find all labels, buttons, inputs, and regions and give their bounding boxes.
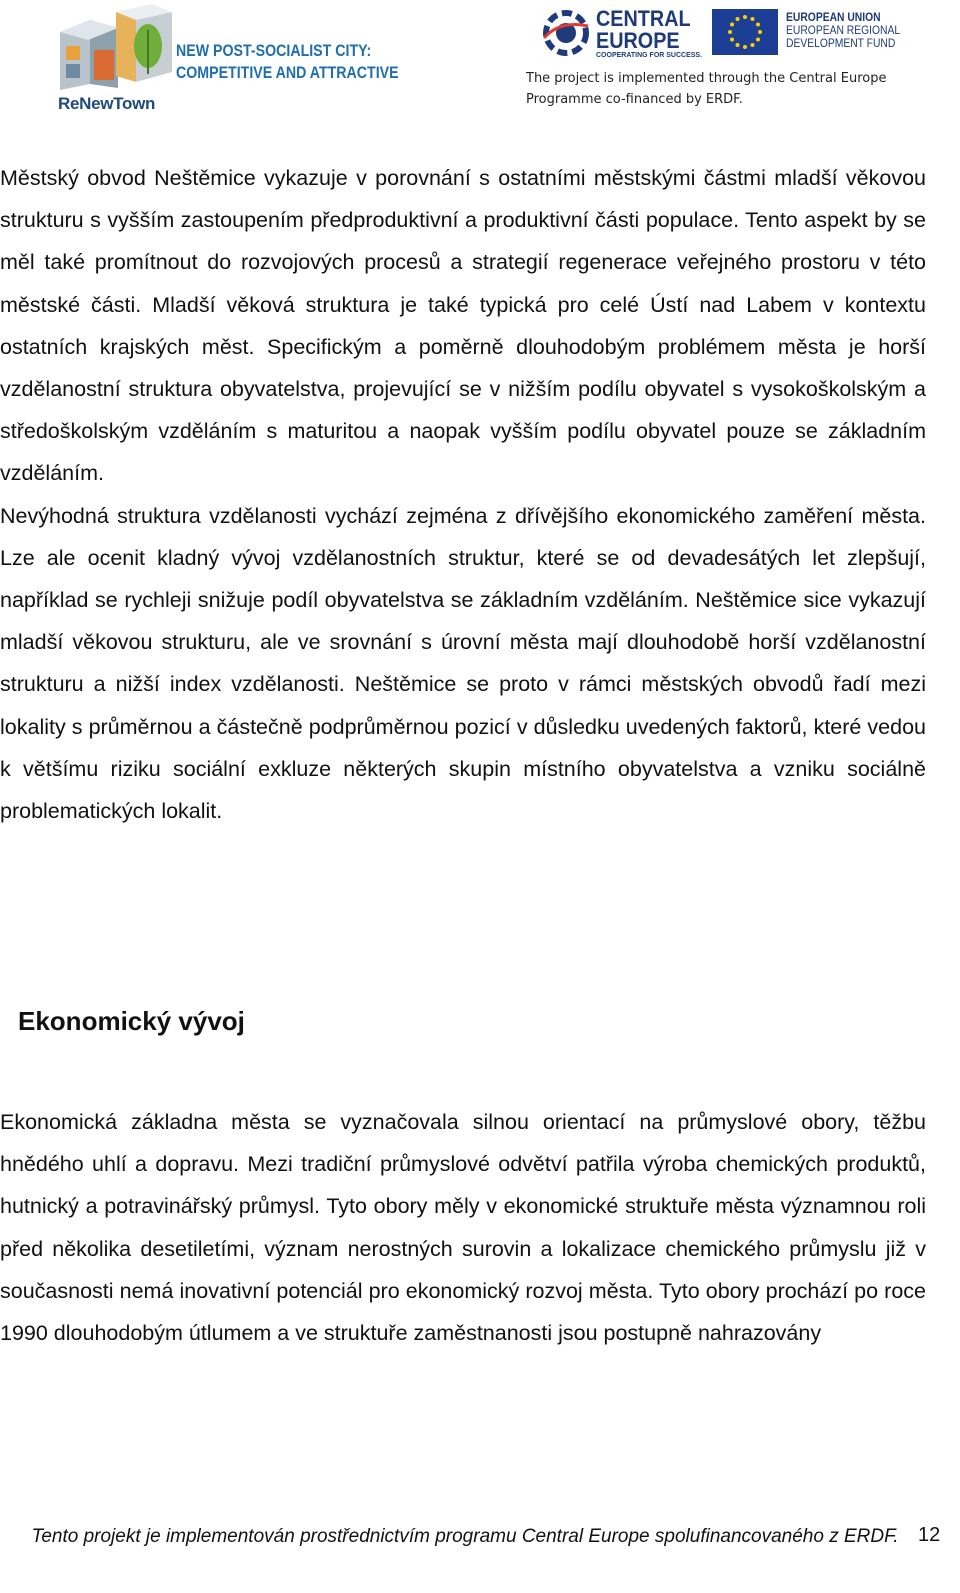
project-title-line2: COMPETITIVE AND ATTRACTIVE: [176, 64, 399, 82]
eu-star: [743, 15, 747, 19]
page-footer: [0, 1518, 960, 1593]
eu-star: [756, 38, 760, 42]
footer-text: Tento projekt je implementován prostřednictvím programu Central Europe spolufinancovaného z ERDF.: [31, 1526, 899, 1547]
central-europe-line1: CENTRAL: [596, 6, 691, 31]
central-europe-logo: [540, 6, 703, 59]
section-heading: Ekonomický vývoj: [18, 1006, 245, 1036]
page-header: [0, 0, 960, 120]
paragraph-education: Nevýhodná struktura vzdělanosti vychází zejména z dřívějšího ekonomického zaměření města. Lze ale ocenit kladný vývoj vzdělanostních struktur, které se od devadesátých let zlepšují, například se rychleji snižuje podíl obyvatelstva se základním vzděláním. Neštěmice sice vykazují mladší věkovou strukturu, ale ve srovnání s úrovní města mají dlouhodobě horší vzdělanostní strukturu a nižší index vzdělanosti. Neštěmice se proto v rámci městských obvodů řadí mezi lokality s průměrnou a částečně podprůměrnou pozicí v důsledku uvedených faktorů, které vedou k většímu riziku sociální exkluze některých skupin místního obyvatelstva a vzniku sociálně problematických lokalit.: [0, 503, 926, 824]
project-title-line1: NEW POST-SOCIALIST CITY:: [176, 42, 372, 60]
eu-line2: EUROPEAN REGIONAL: [786, 23, 901, 37]
page-number: 12: [918, 1524, 941, 1546]
central-europe-line2: EUROPE: [596, 28, 680, 53]
paragraph-economy: Ekonomická základna města se vyznačovala silnou orientací na průmyslové obory, těžbu hnědého uhlí a dopravu. Mezi tradiční průmyslové odvětví patřila výroba chemických produktů, hutnický a potravinářský průmysl. Tyto obory měly v ekonomické struktuře města významnou roli před několika desetiletími, význam nerostných surovin a lokalizace chemického průmyslu již v současnosti nemá inovativní potenciál pro ekonomický rozvoj města. Tyto obory prochází po roce 1990 dlouhodobým útlumem a ve struktuře zaměstnanosti jsou postupně nahrazovány: [0, 1110, 926, 1346]
building-leaf-logo-icon: [56, 2, 174, 92]
eu-logo-text: [786, 11, 900, 50]
central-europe-globe-icon: [540, 8, 592, 58]
central-europe-tagline: COOPERATING FOR SUCCESS.: [596, 52, 703, 59]
eu-star: [758, 30, 762, 34]
body-section-2: [0, 1101, 926, 1354]
renewtown-logo: [56, 2, 399, 114]
paragraph-population: Městský obvod Neštěmice vykazuje v porovnání s ostatními městskými částmi mladší věkovou strukturu s vyšším zastoupením předproduktivní a produktivní části populace. Tento aspekt by se měl také promítnout do rozvojových procesů a strategií regenerace veřejného prostoru v této městské části. Mladší věková struktura je také typická pro celé Ústí nad Labem v kontextu ostatních krajských měst. Specifickým a poměrně dlouhodobým problémem města je horší vzdělanostní struktura obyvatelstva, projevující se v nižším podílu obyvatel s vysokoškolským a středoškolským vzděláním s maturitou a naopak vyšším podílu obyvatel pouze se základním vzděláním.: [0, 166, 926, 486]
eu-star: [728, 30, 732, 34]
renewtown-name: ReNewTown: [58, 94, 156, 113]
central-europe-title: [596, 8, 691, 52]
eu-line3: DEVELOPMENT FUND: [786, 36, 896, 50]
body-section-1: [0, 157, 926, 832]
eu-star: [743, 45, 747, 49]
eu-star: [751, 43, 755, 47]
eu-star: [730, 23, 734, 27]
eu-flag-icon: [712, 9, 778, 55]
eu-star: [730, 38, 734, 42]
eu-star: [736, 17, 740, 21]
funding-note: [526, 68, 886, 110]
eu-star: [756, 23, 760, 27]
eu-star: [751, 17, 755, 21]
funding-note-line2: Programme co-financed by ERDF.: [526, 92, 743, 107]
funding-note-line1: The project is implemented through the Central Europe: [526, 71, 887, 86]
eu-star: [736, 43, 740, 47]
eu-line1: EUROPEAN UNION: [786, 10, 881, 24]
